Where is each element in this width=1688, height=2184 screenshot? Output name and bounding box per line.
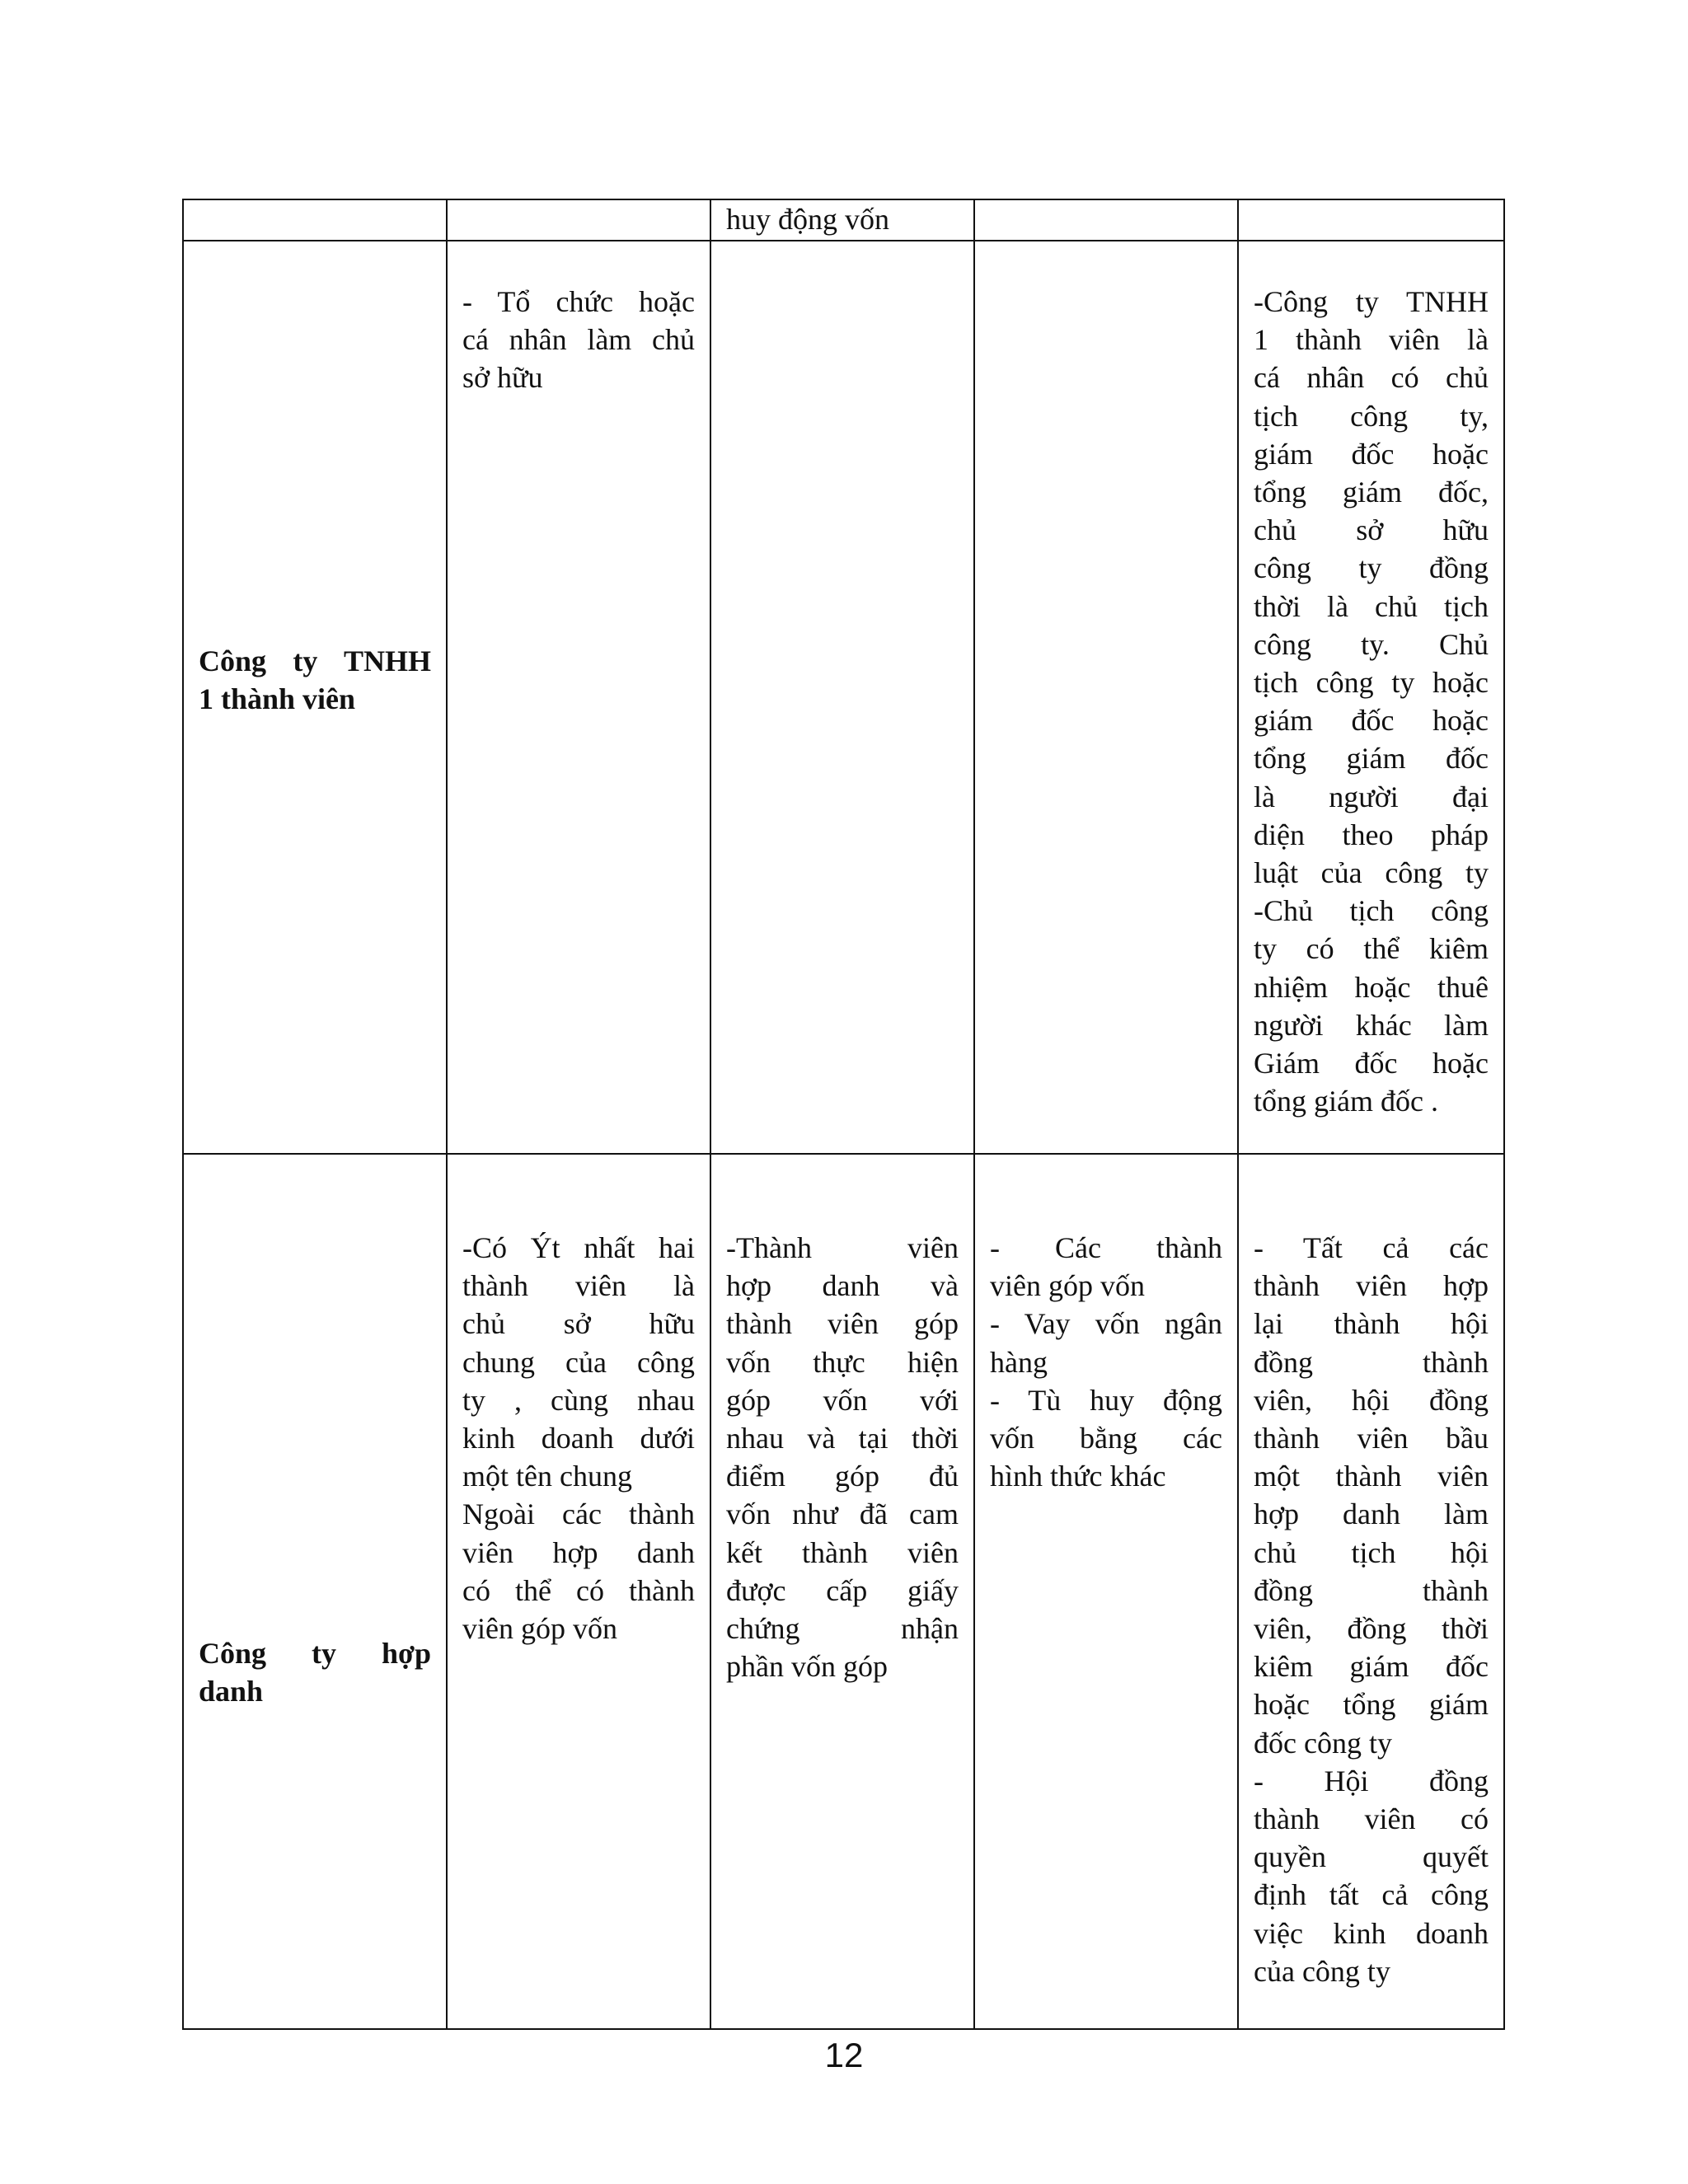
cell-text-line: giám đốc hoặc bbox=[1254, 704, 1489, 738]
cell-text-line: tịch công ty hoặc bbox=[1254, 666, 1489, 700]
cell-text-line: đồng thành bbox=[1254, 1573, 1489, 1607]
cell-text-line: định tất cả công bbox=[1254, 1878, 1489, 1912]
cell-text-line: chủ sở hữu bbox=[462, 1307, 695, 1341]
cell-text-line: lại thành hội bbox=[1254, 1307, 1489, 1341]
table-cell bbox=[974, 241, 1238, 1154]
cell-text-line: luật của công ty bbox=[1254, 856, 1489, 890]
table-row-continuation bbox=[183, 199, 1504, 241]
cell-text-line: hình thức khác bbox=[990, 1460, 1166, 1493]
cell-text-line: thành viên là bbox=[462, 1269, 695, 1303]
cell-text-line: góp vốn với bbox=[726, 1383, 959, 1417]
cell-text-line: chứng nhận bbox=[726, 1612, 959, 1646]
company-type-cell bbox=[183, 1154, 447, 2029]
cell-text-line: là người đại bbox=[1254, 780, 1489, 813]
cell-text-line: -Công ty TNHH bbox=[1254, 285, 1489, 318]
cell-text-line: quyền quyết bbox=[1254, 1840, 1489, 1874]
table-row-tnhh-1-member bbox=[183, 241, 1504, 1154]
cell-text-line: kinh doanh dưới bbox=[462, 1422, 695, 1455]
cell-text-line: hoặc tổng giám bbox=[1254, 1688, 1489, 1722]
table-cell bbox=[710, 241, 974, 1154]
cell-text-line: viên, đồng thời bbox=[1254, 1612, 1489, 1646]
cell-text-line: giám đốc hoặc bbox=[1254, 437, 1489, 471]
table-row-partnership bbox=[183, 1154, 1504, 2029]
cell-text-line: có thể có thành bbox=[462, 1573, 695, 1607]
cell-text-line: tổng giám đốc bbox=[1254, 742, 1489, 776]
cell-text-line: đốc công ty bbox=[1254, 1726, 1392, 1760]
company-type-cell bbox=[183, 241, 447, 1154]
cell-text-line: sở hữu bbox=[462, 361, 543, 395]
comparison-table bbox=[182, 199, 1505, 2030]
cell-text-line: chung của công bbox=[462, 1345, 695, 1379]
cell-text-line: người khác làm bbox=[1254, 1008, 1489, 1042]
cell-text-line: cá nhân làm chủ bbox=[462, 323, 695, 357]
company-type-label: 1 thành viên bbox=[199, 682, 356, 715]
table-cell bbox=[974, 199, 1238, 241]
page-number: 12 bbox=[824, 2036, 864, 2074]
table-cell bbox=[447, 241, 710, 1154]
cell-text-line: chủ sở hữu bbox=[1254, 513, 1489, 547]
cell-text-line: thành viên góp bbox=[726, 1307, 959, 1341]
cell-text-line: viên hợp danh bbox=[462, 1535, 695, 1569]
cell-text-line: Ngoài các thành bbox=[462, 1497, 695, 1531]
cell-text-line: viên, hội đồng bbox=[1254, 1383, 1489, 1417]
cell-text-line: hợp danh làm bbox=[1254, 1497, 1489, 1531]
cell-text-line: công ty. Chủ bbox=[1254, 627, 1489, 661]
cell-text-line: ty có thể kiêm bbox=[1254, 932, 1489, 966]
cell-text-line: tịch công ty, bbox=[1254, 399, 1489, 433]
cell-text-line: được cấp giấy bbox=[726, 1573, 959, 1607]
cell-text-line: diện theo pháp bbox=[1254, 818, 1489, 851]
cell-text-line: hàng bbox=[990, 1345, 1048, 1379]
table-cell bbox=[447, 1154, 710, 2029]
cell-text-line: - Tù huy động bbox=[990, 1383, 1222, 1417]
cell-text-line: thành viên hợp bbox=[1254, 1269, 1489, 1303]
cell-text-line: công ty đồng bbox=[1254, 551, 1489, 585]
cell-text-line: ty , cùng nhau bbox=[462, 1383, 695, 1417]
cell-text-line: nhiệm hoặc thuê bbox=[1254, 970, 1489, 1004]
table-cell bbox=[447, 199, 710, 241]
cell-text-line: thời là chủ tịch bbox=[1254, 589, 1489, 623]
cell-text-line: kết thành viên bbox=[726, 1535, 959, 1569]
cell-text-line: phần vốn góp bbox=[726, 1650, 888, 1684]
cell-text-line: thành viên có bbox=[1254, 1802, 1489, 1836]
cell-text-line: chủ tịch hội bbox=[1254, 1535, 1489, 1569]
cell-text-line: - Vay vốn ngân bbox=[990, 1307, 1222, 1341]
cell-text-line: - Tất cả các bbox=[1254, 1231, 1489, 1264]
cell-text-line: cá nhân có chủ bbox=[1254, 361, 1489, 395]
cell-text-line: của công ty bbox=[1254, 1954, 1390, 1988]
cell-text-line: - Các thành bbox=[990, 1231, 1222, 1264]
cell-text-line: một thành viên bbox=[1254, 1460, 1489, 1493]
company-type-label: danh bbox=[199, 1675, 264, 1708]
cell-text-line: thành viên bầu bbox=[1254, 1422, 1489, 1455]
cell-text-line: tổng giám đốc, bbox=[1254, 476, 1489, 509]
cell-text-line: -Thành viên bbox=[726, 1231, 959, 1264]
cell-text-line: tổng giám đốc . bbox=[1254, 1085, 1438, 1118]
cell-text-line: -Có Ýt nhất hai bbox=[462, 1231, 695, 1264]
cell-text-line: vốn như đã cam bbox=[726, 1497, 959, 1531]
cell-text-line: nhau và tại thời bbox=[726, 1422, 959, 1455]
cell-text-line: 1 thành viên là bbox=[1254, 323, 1489, 357]
table-cell bbox=[710, 1154, 974, 2029]
cell-text-line: việc kinh doanh bbox=[1254, 1916, 1489, 1950]
company-type-label: Công ty TNHH bbox=[199, 644, 431, 677]
cell-text-line: Giám đốc hoặc bbox=[1254, 1047, 1489, 1080]
cell-text-line: một tên chung bbox=[462, 1460, 632, 1493]
cell-text-line: - Tổ chức hoặc bbox=[462, 285, 695, 318]
continuation-text: huy động vốn bbox=[726, 203, 889, 236]
table-cell bbox=[710, 199, 974, 241]
cell-text-line: vốn bằng các bbox=[990, 1422, 1222, 1455]
table-cell bbox=[183, 199, 447, 241]
table-cell bbox=[1238, 1154, 1504, 2029]
cell-text-line: -Chủ tịch công bbox=[1254, 894, 1489, 928]
company-type-label: Công ty hợp bbox=[199, 1637, 431, 1670]
table-cell bbox=[1238, 199, 1504, 241]
cell-text-line: đồng thành bbox=[1254, 1345, 1489, 1379]
cell-text-line: kiêm giám đốc bbox=[1254, 1650, 1489, 1684]
table-cell bbox=[974, 1154, 1238, 2029]
cell-text-line: hợp danh và bbox=[726, 1269, 959, 1303]
cell-text-line: - Hội đồng bbox=[1254, 1764, 1489, 1797]
cell-text-line: viên góp vốn bbox=[462, 1612, 617, 1646]
cell-text-line: vốn thực hiện bbox=[726, 1345, 959, 1379]
cell-text-line: điểm góp đủ bbox=[726, 1460, 959, 1493]
cell-text-line: viên góp vốn bbox=[990, 1269, 1145, 1303]
table-cell bbox=[1238, 241, 1504, 1154]
